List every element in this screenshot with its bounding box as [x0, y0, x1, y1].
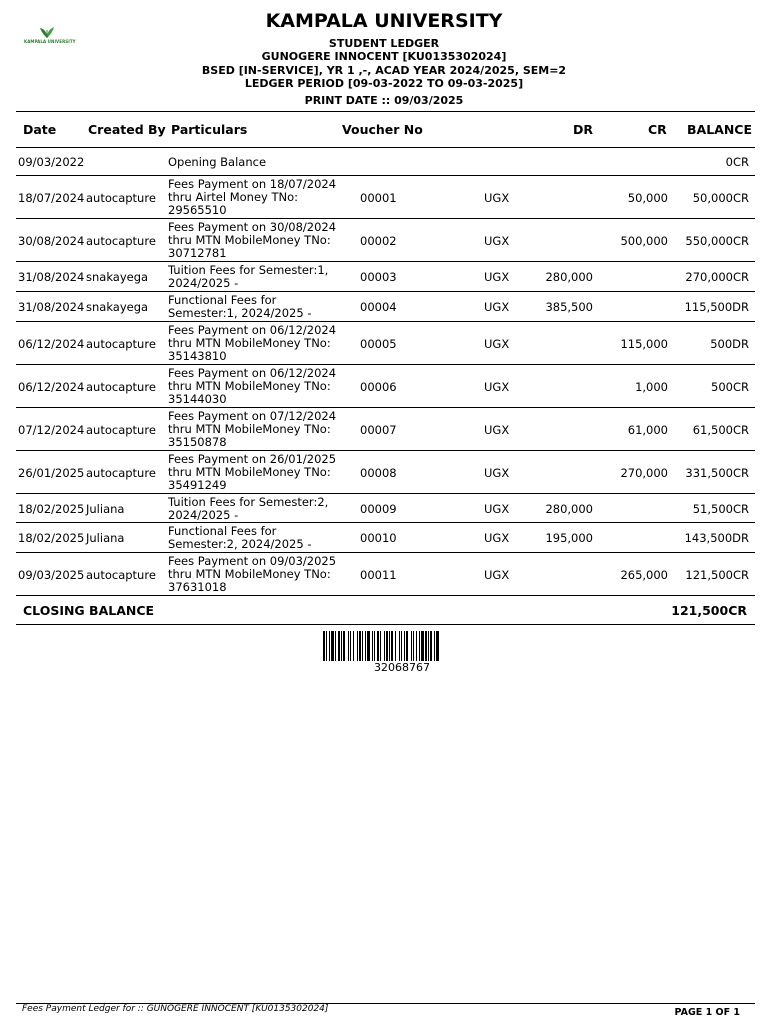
row-voucher: 00007	[360, 422, 397, 437]
row-particulars: Fees Payment on 07/12/2024 thru MTN MobileMoney TNo: 35150878	[168, 409, 337, 449]
row-created-by: autocapture	[86, 190, 156, 205]
row-balance: 121,500CR	[685, 567, 749, 582]
row-voucher: 00002	[360, 233, 397, 248]
col-header-date: Date	[23, 122, 57, 137]
closing-divider	[16, 624, 755, 625]
row-created-by: autocapture	[86, 465, 156, 480]
barcode-bar	[404, 631, 405, 661]
barcode-bar	[377, 631, 379, 661]
row-voucher: 00001	[360, 190, 397, 205]
row-particulars: Fees Payment on 26/01/2025 thru MTN MobileMoney TNo: 35491249	[168, 452, 337, 492]
row-balance: 0CR	[725, 155, 749, 169]
barcode-bar	[419, 631, 420, 661]
barcode-bar	[391, 631, 393, 661]
barcode-bar	[436, 631, 439, 661]
barcode-bar	[326, 631, 327, 661]
barcode-bar	[389, 631, 390, 661]
row-created-by: autocapture	[86, 567, 156, 582]
row-currency: UGX	[484, 270, 510, 284]
table-row	[16, 176, 755, 219]
print-date: PRINT DATE :: 09/03/2025	[304, 94, 464, 107]
row-dr: 195,000	[545, 531, 593, 545]
row-date: 09/03/2022	[18, 155, 85, 169]
header-divider	[16, 111, 755, 112]
row-created-by: snakayega	[86, 300, 149, 314]
row-dr: 280,000	[545, 270, 593, 284]
row-cr: 50,000	[627, 190, 668, 205]
row-dr: 385,500	[545, 300, 593, 314]
row-particulars: Tuition Fees for Semester:2, 2024/2025 -	[168, 494, 329, 522]
barcode-bar	[372, 631, 373, 661]
row-cr	[596, 292, 668, 322]
row-dr	[506, 408, 593, 451]
ledger-period: LEDGER PERIOD [09-03-2022 TO 09-03-2025]	[244, 77, 524, 90]
col-header-balance: BALANCE	[687, 122, 753, 137]
row-particulars: Opening Balance	[168, 154, 267, 169]
col-header-cr: CR	[648, 122, 667, 137]
barcode-bar	[386, 631, 388, 661]
row-date: 18/02/2025	[18, 531, 85, 545]
row-created-by: Juliana	[86, 501, 125, 516]
table-row	[16, 494, 755, 523]
footer-ledger-info: Fees Payment Ledger for :: GUNOGERE INNOCENT [KU0135302024]	[22, 1004, 329, 1014]
document-title: STUDENT LEDGER	[328, 37, 440, 50]
row-currency: UGX	[484, 531, 510, 545]
col-header-particulars: Particulars	[171, 122, 248, 137]
row-cr	[596, 262, 668, 292]
row-voucher: 00005	[360, 336, 397, 351]
row-created-by: autocapture	[86, 422, 156, 437]
row-balance: 550,000CR	[685, 233, 749, 248]
barcode-bar	[374, 631, 375, 661]
row-date: 30/08/2024	[18, 233, 85, 248]
row-divider	[16, 595, 755, 596]
row-currency: UGX	[484, 501, 510, 516]
row-voucher: 00008	[360, 465, 397, 480]
barcode-bar	[335, 631, 336, 661]
col-header-voucher: Voucher No	[342, 122, 423, 137]
row-cr: 270,000	[620, 465, 668, 480]
row-balance: 50,000CR	[692, 190, 749, 205]
logo-text: KAMPALA UNIVERSITY	[24, 39, 76, 44]
table-row	[16, 219, 755, 262]
row-particulars: Fees Payment on 18/07/2024 thru Airtel Money TNo: 29565510	[168, 177, 337, 217]
table-row	[16, 523, 755, 553]
col-header-dr: DR	[573, 122, 594, 137]
row-dr	[506, 451, 593, 494]
row-created-by: autocapture	[86, 233, 156, 248]
row-dr	[506, 219, 593, 262]
barcode-bar	[380, 631, 381, 661]
row-voucher: 00004	[360, 300, 397, 314]
barcode-bar	[338, 631, 340, 661]
row-balance: 270,000CR	[685, 270, 749, 284]
row-cr: 61,000	[627, 422, 668, 437]
row-dr	[506, 148, 593, 176]
table-row	[16, 322, 755, 365]
row-balance: 115,500DR	[684, 300, 749, 314]
barcode-bar	[421, 631, 424, 661]
row-particulars: Fees Payment on 09/03/2025 thru MTN MobileMoney TNo: 37631018	[168, 554, 337, 594]
barcode-bar	[323, 631, 325, 661]
barcode-bar	[425, 631, 427, 661]
barcode-bar	[359, 631, 361, 661]
row-date: 07/12/2024	[18, 422, 85, 437]
barcode-bar	[350, 631, 351, 661]
barcode-bar	[365, 631, 366, 661]
row-cr	[596, 494, 668, 523]
row-dr	[506, 553, 593, 596]
row-balance: 143,500DR	[684, 531, 749, 545]
row-currency: UGX	[484, 422, 510, 437]
barcode-bar	[367, 631, 370, 661]
row-balance: 500CR	[711, 379, 749, 394]
row-currency: UGX	[484, 190, 510, 205]
program-info: BSED [IN-SERVICE], YR 1 ,-, ACAD YEAR 2024/2025, SEM=2	[201, 64, 567, 77]
row-created-by: autocapture	[86, 336, 156, 351]
row-balance: 51,500CR	[692, 501, 749, 516]
row-currency: UGX	[484, 233, 510, 248]
barcode-bar	[329, 631, 330, 661]
barcode-bar	[401, 631, 402, 661]
row-currency: UGX	[484, 300, 510, 314]
row-date: 18/07/2024	[18, 190, 85, 205]
barcode-bar	[434, 631, 435, 661]
table-row	[16, 262, 755, 292]
barcode-bar	[406, 631, 408, 661]
row-dr	[506, 322, 593, 365]
table-row	[16, 292, 755, 322]
table-row	[16, 365, 755, 408]
barcode-bar	[413, 631, 414, 661]
barcode-number: 32068767	[374, 661, 430, 674]
table-row	[16, 451, 755, 494]
row-voucher: 00010	[360, 531, 397, 545]
row-cr: 265,000	[620, 567, 668, 582]
row-voucher: 00003	[360, 270, 397, 284]
barcode-bar	[384, 631, 385, 661]
barcode-bar	[399, 631, 400, 661]
row-cr: 115,000	[620, 336, 668, 351]
barcode-bar	[395, 631, 396, 661]
closing-balance-label: CLOSING BALANCE	[23, 603, 155, 618]
barcode-bar	[428, 631, 429, 661]
row-dr	[506, 176, 593, 219]
row-date: 31/08/2024	[18, 270, 85, 284]
barcode-bar	[343, 631, 345, 661]
barcode-bar	[362, 631, 363, 661]
row-date: 06/12/2024	[18, 379, 85, 394]
row-date: 26/01/2025	[18, 465, 85, 480]
student-name: GUNOGERE INNOCENT [KU0135302024]	[261, 50, 507, 63]
row-date: 31/08/2024	[18, 300, 85, 314]
row-currency: UGX	[484, 336, 510, 351]
col-header-created-by: Created By	[88, 122, 166, 137]
barcode-bar	[430, 631, 432, 661]
row-particulars: Fees Payment on 30/08/2024 thru MTN MobileMoney TNo: 30712781	[168, 220, 337, 260]
row-particulars: Functional Fees for Semester:1, 2024/2025 -	[168, 293, 312, 320]
row-particulars: Fees Payment on 06/12/2024 thru MTN MobileMoney TNo: 35144030	[168, 366, 337, 406]
row-currency: UGX	[484, 567, 510, 582]
row-particulars: Fees Payment on 06/12/2024 thru MTN MobileMoney TNo: 35143810	[168, 323, 337, 363]
row-cr: 1,000	[635, 379, 668, 394]
row-balance: 331,500CR	[685, 465, 749, 480]
row-voucher: 00006	[360, 379, 397, 394]
barcode-bar	[341, 631, 342, 661]
barcode-bar	[416, 631, 417, 661]
row-particulars: Functional Fees for Semester:2, 2024/2025 -	[168, 524, 312, 551]
row-cr: 500,000	[620, 233, 668, 248]
row-voucher: 00009	[360, 501, 397, 516]
barcode	[323, 631, 481, 661]
barcode-bar	[411, 631, 412, 661]
table-row	[16, 408, 755, 451]
row-particulars: Tuition Fees for Semester:1, 2024/2025 -	[168, 263, 329, 290]
row-dr: 280,000	[545, 501, 593, 516]
row-dr	[506, 365, 593, 408]
barcode-bar	[331, 631, 334, 661]
barcode-bar	[353, 631, 354, 661]
row-created-by: autocapture	[86, 379, 156, 394]
row-currency: UGX	[484, 465, 510, 480]
row-voucher: 00011	[360, 567, 397, 582]
row-cr	[596, 148, 668, 176]
table-row	[16, 148, 755, 176]
table-row	[16, 553, 755, 596]
row-created-by: snakayega	[86, 270, 149, 284]
row-currency: UGX	[484, 379, 510, 394]
university-name: KAMPALA UNIVERSITY	[265, 10, 503, 32]
row-date: 18/02/2025	[18, 501, 85, 516]
closing-balance-value: 121,500CR	[671, 603, 747, 618]
row-cr	[596, 523, 668, 553]
barcode-bar	[348, 631, 349, 661]
row-balance: 61,500CR	[692, 422, 749, 437]
row-date: 06/12/2024	[18, 336, 85, 351]
barcode-bar	[357, 631, 358, 661]
page-number: PAGE 1 OF 1	[674, 1007, 740, 1018]
row-balance: 500DR	[710, 336, 749, 351]
row-created-by: Juliana	[86, 531, 125, 545]
row-date: 09/03/2025	[18, 567, 85, 582]
